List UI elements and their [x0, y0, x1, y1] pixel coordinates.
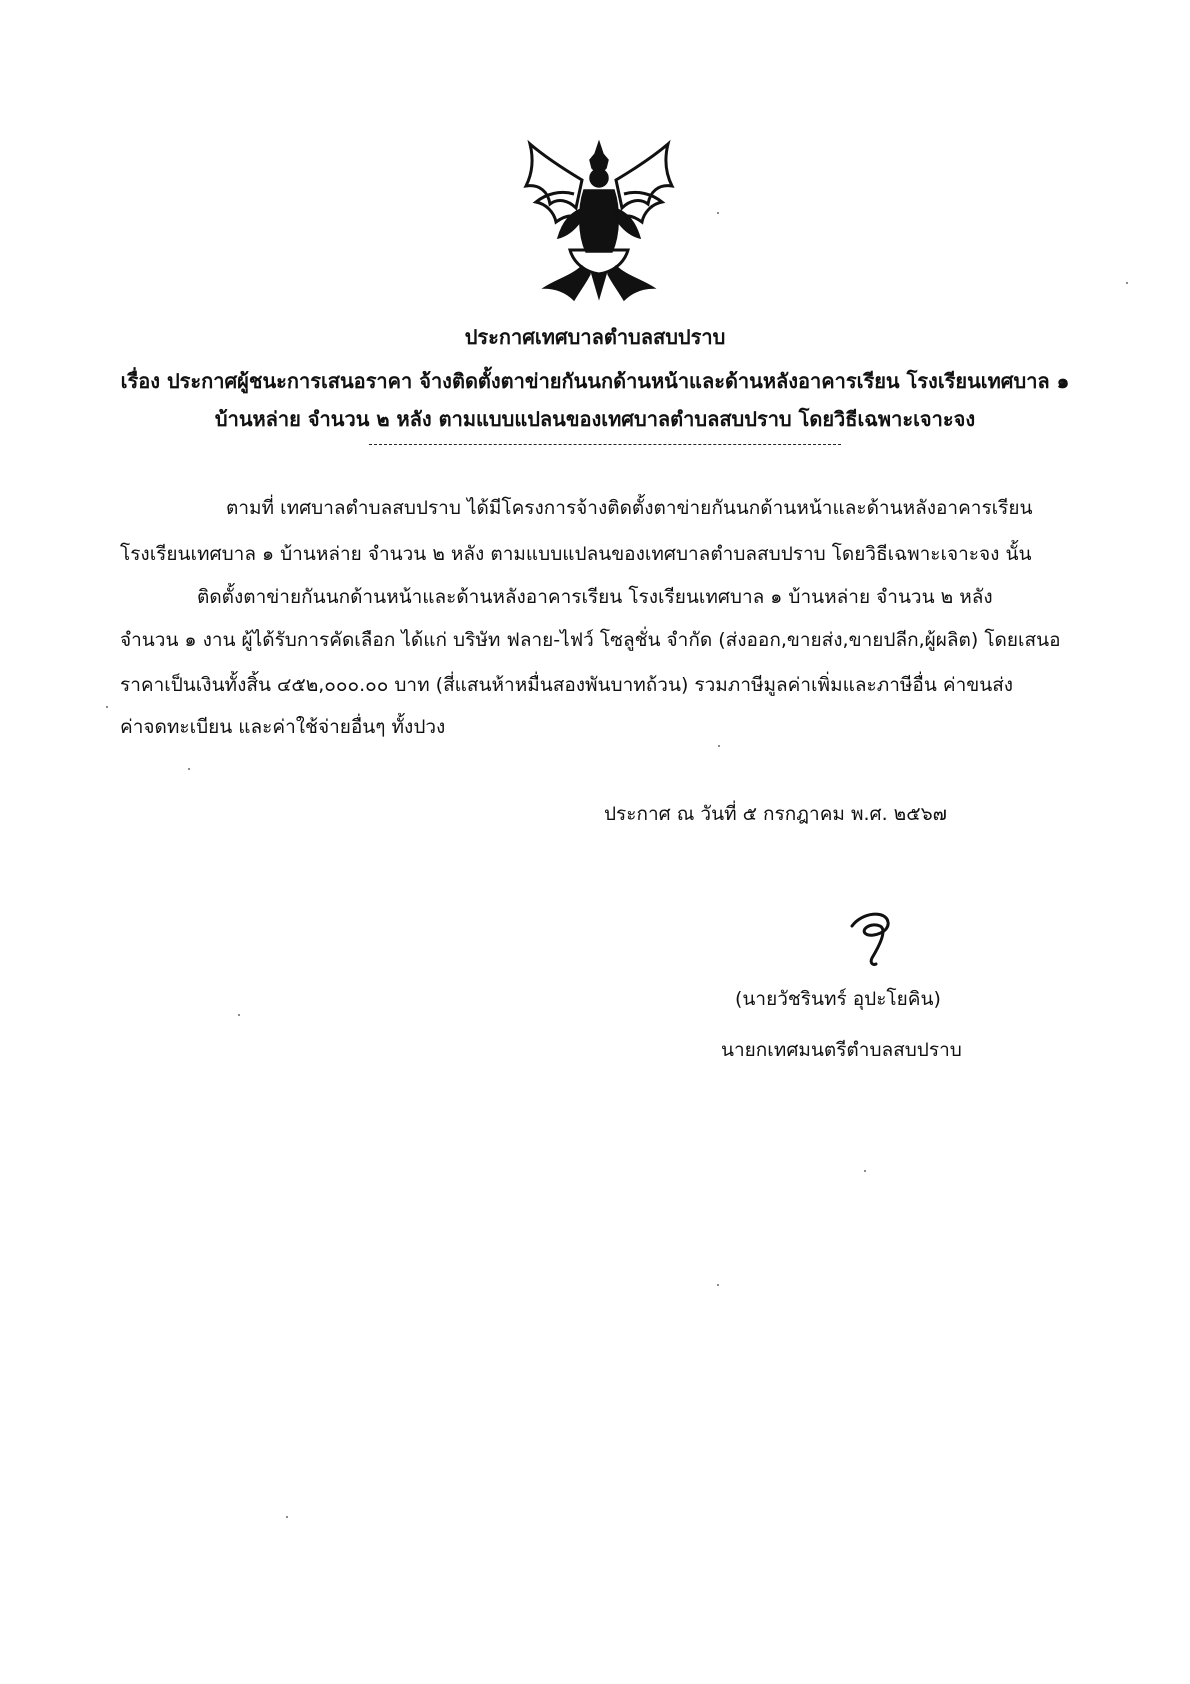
subject-line-1: เรื่อง ประกาศผู้ชนะการเสนอราคา จ้างติดตั้งตาข่ายกันนกด้านหน้าและด้านหลังอาคารเรียน โรงเรียนเทศบาล ๑ [120, 369, 1070, 393]
paragraph-1-line-2: โรงเรียนเทศบาล ๑ บ้านหล่าย จำนวน ๒ หลัง ตามแบบแปลนของเทศบาลตำบลสบปราบ โดยวิธีเฉพาะเจาะจง นั้น [120, 543, 1032, 565]
scan-speck [717, 212, 719, 214]
scan-speck [238, 1014, 240, 1016]
paragraph-2-line-1: ติดตั้งตาข่ายกันนกด้านหน้าและด้านหลังอาคารเรียน โรงเรียนเทศบาล ๑ บ้านหล่าย จำนวน ๒ หลัง [197, 586, 993, 608]
announcement-date: ประกาศ ณ วันที่ ๕ กรกฎาคม พ.ศ. ๒๕๖๗ [604, 803, 947, 825]
divider-line [369, 444, 841, 445]
garuda-emblem-icon [522, 138, 677, 303]
scan-speck [1126, 282, 1128, 284]
agency-heading: ประกาศเทศบาลตำบลสบปราบ [464, 325, 726, 349]
scan-speck [286, 1516, 288, 1518]
paragraph-2-line-4: ค่าจดทะเบียน และค่าใช้จ่ายอื่นๆ ทั้งปวง [120, 716, 446, 738]
signer-name: (นายวัชรินทร์ อุปะโยคิน) [735, 988, 941, 1010]
subject-line-2: บ้านหล่าย จำนวน ๒ หลัง ตามแบบแปลนของเทศบาลตำบลสบปราบ โดยวิธีเฉพาะเจาะจง [214, 407, 976, 431]
scan-speck [106, 706, 108, 708]
paragraph-2-line-3: ราคาเป็นเงินทั้งสิ้น ๔๕๒,๐๐๐.๐๐ บาท (สี่แสนห้าหมื่นสองพันบาทถ้วน) รวมภาษีมูลค่าเพิ่มและภาษีอื่น ค่าขนส่ง [120, 674, 1014, 696]
scan-speck [717, 1284, 719, 1286]
signer-title: นายกเทศมนตรีตำบลสบปราบ [721, 1039, 962, 1061]
scan-speck [188, 768, 190, 770]
scan-speck [718, 745, 720, 747]
paragraph-2-line-2: จำนวน ๑ งาน ผู้ได้รับการคัดเลือก ได้แก่ บริษัท ฟลาย-ไฟว์ โซลูชั่น จำกัด (ส่งออก,ขายส่ง,ขายปลีก,ผู้ผลิต) โดยเสนอ [120, 629, 1061, 651]
handwritten-signature-icon [842, 908, 902, 970]
paragraph-1-line-1: ตามที่ เทศบาลตำบลสบปราบ ได้มีโครงการจ้างติดตั้งตาข่ายกันนกด้านหน้าและด้านหลังอาคารเรียน [226, 497, 1033, 519]
scan-speck [864, 1170, 866, 1172]
